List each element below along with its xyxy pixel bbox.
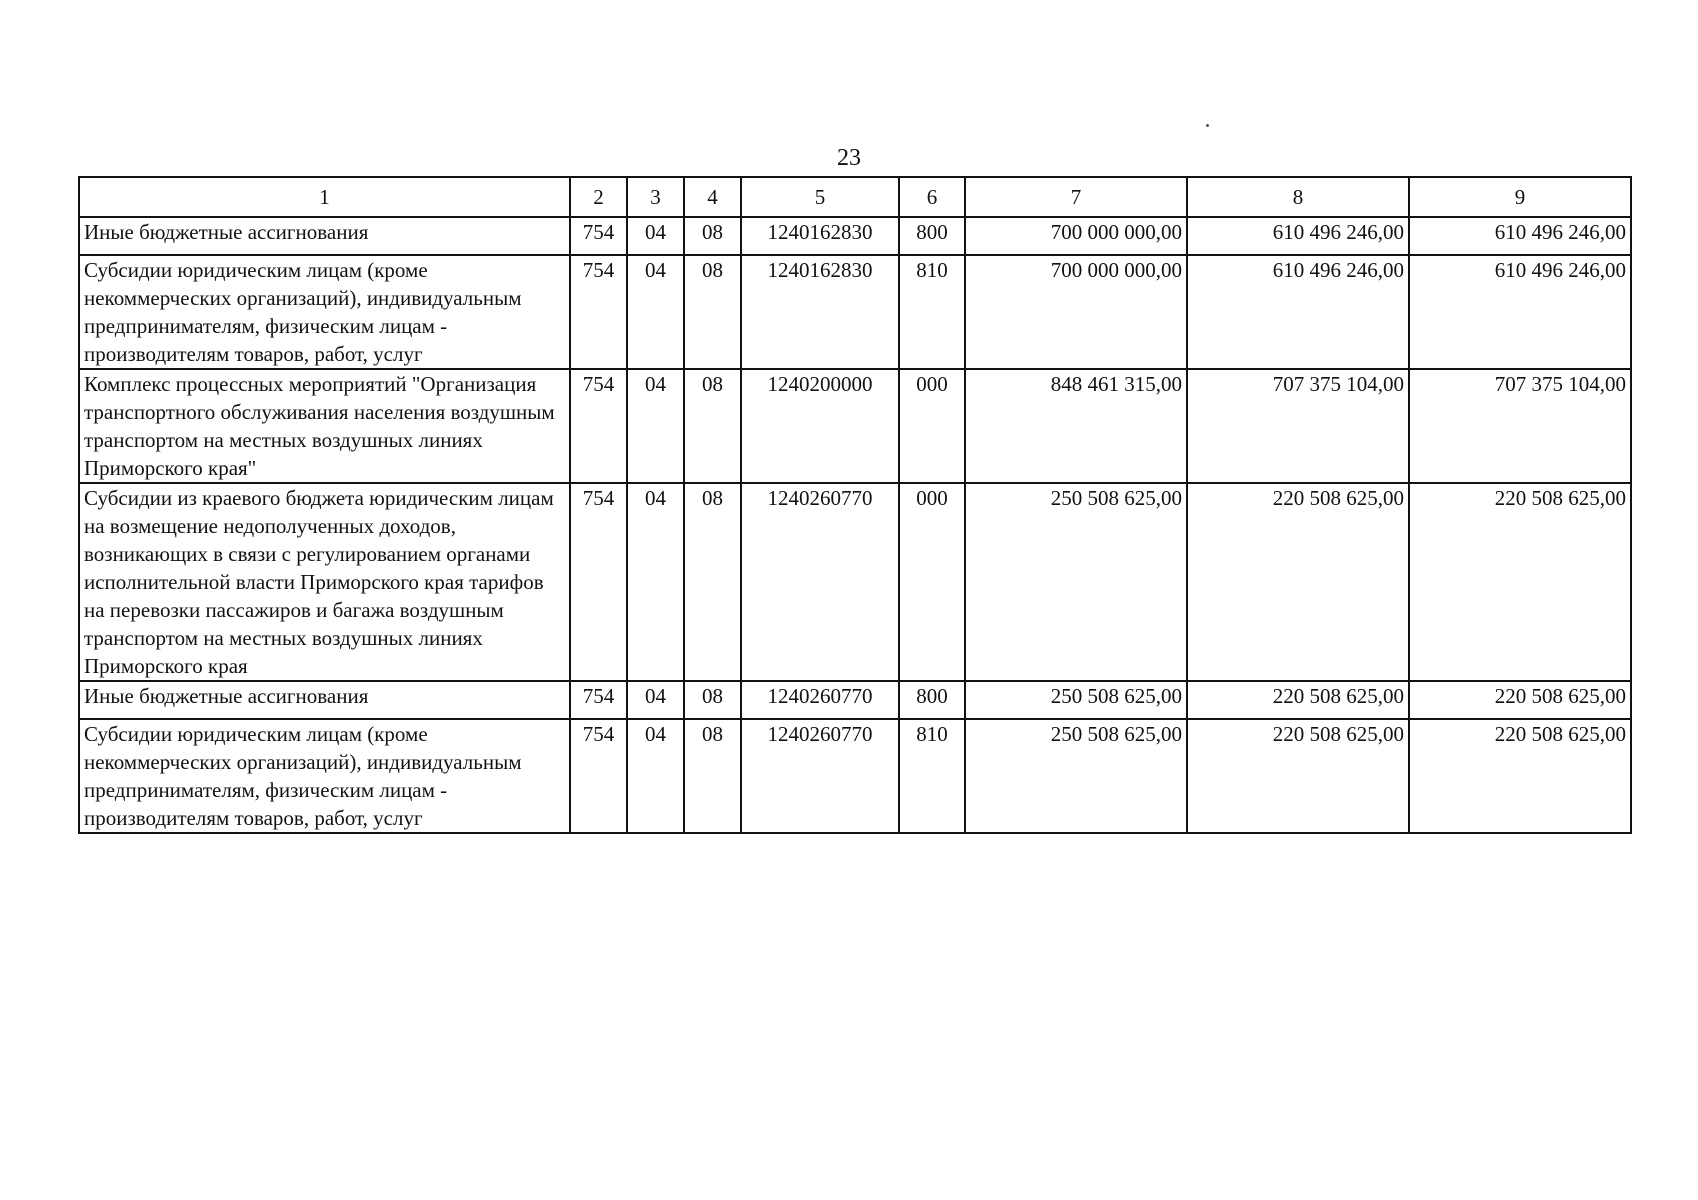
grbs-code: 754 — [570, 483, 627, 681]
subsection-code: 08 — [684, 681, 741, 719]
row-name: Иные бюджетные ассигнования — [79, 217, 570, 255]
target-article-code: 1240260770 — [741, 681, 899, 719]
target-article-code: 1240200000 — [741, 369, 899, 483]
header-col-4: 4 — [684, 177, 741, 217]
amount-col-7: 250 508 625,00 — [965, 719, 1187, 833]
section-code: 04 — [627, 369, 684, 483]
amount-col-7: 700 000 000,00 — [965, 255, 1187, 369]
section-code: 04 — [627, 681, 684, 719]
expense-type-code: 000 — [899, 369, 965, 483]
amount-col-9: 220 508 625,00 — [1409, 483, 1631, 681]
grbs-code: 754 — [570, 255, 627, 369]
amount-col-7: 250 508 625,00 — [965, 483, 1187, 681]
header-col-7: 7 — [965, 177, 1187, 217]
section-code: 04 — [627, 255, 684, 369]
row-name: Иные бюджетные ассигнования — [79, 681, 570, 719]
subsection-code: 08 — [684, 217, 741, 255]
subsection-code: 08 — [684, 255, 741, 369]
target-article-code: 1240162830 — [741, 255, 899, 369]
grbs-code: 754 — [570, 369, 627, 483]
row-name: Комплекс процессных мероприятий "Организация транспортного обслуживания населения воздушным транспортом на местных воздушных линиях Приморского края" — [79, 369, 570, 483]
budget-table — [78, 176, 1632, 834]
table-header-row — [79, 177, 1631, 217]
header-col-9: 9 — [1409, 177, 1631, 217]
header-col-2: 2 — [570, 177, 627, 217]
table-row — [79, 681, 1631, 719]
amount-col-9: 610 496 246,00 — [1409, 217, 1631, 255]
scan-artifact-dot — [1206, 124, 1209, 127]
page-number: 23 — [837, 145, 861, 171]
section-code: 04 — [627, 483, 684, 681]
expense-type-code: 000 — [899, 483, 965, 681]
amount-col-7: 848 461 315,00 — [965, 369, 1187, 483]
table-row — [79, 719, 1631, 833]
header-col-6: 6 — [899, 177, 965, 217]
amount-col-8: 610 496 246,00 — [1187, 217, 1409, 255]
grbs-code: 754 — [570, 719, 627, 833]
grbs-code: 754 — [570, 681, 627, 719]
amount-col-9: 707 375 104,00 — [1409, 369, 1631, 483]
expense-type-code: 810 — [899, 719, 965, 833]
section-code: 04 — [627, 217, 684, 255]
target-article-code: 1240260770 — [741, 483, 899, 681]
expense-type-code: 800 — [899, 681, 965, 719]
table-row — [79, 483, 1631, 681]
subsection-code: 08 — [684, 719, 741, 833]
header-col-8: 8 — [1187, 177, 1409, 217]
header-col-1: 1 — [79, 177, 570, 217]
expense-type-code: 810 — [899, 255, 965, 369]
header-col-3: 3 — [627, 177, 684, 217]
row-name: Субсидии юридическим лицам (кроме некоммерческих организаций), индивидуальным предпринимателям, физическим лицам - производителям товаров, работ, услуг — [79, 719, 570, 833]
amount-col-9: 610 496 246,00 — [1409, 255, 1631, 369]
target-article-code: 1240260770 — [741, 719, 899, 833]
amount-col-7: 700 000 000,00 — [965, 217, 1187, 255]
amount-col-7: 250 508 625,00 — [965, 681, 1187, 719]
table-row — [79, 369, 1631, 483]
section-code: 04 — [627, 719, 684, 833]
amount-col-8: 610 496 246,00 — [1187, 255, 1409, 369]
amount-col-9: 220 508 625,00 — [1409, 719, 1631, 833]
amount-col-8: 220 508 625,00 — [1187, 719, 1409, 833]
expense-type-code: 800 — [899, 217, 965, 255]
row-name: Субсидии юридическим лицам (кроме некоммерческих организаций), индивидуальным предпринимателям, физическим лицам - производителям товаров, работ, услуг — [79, 255, 570, 369]
grbs-code: 754 — [570, 217, 627, 255]
subsection-code: 08 — [684, 369, 741, 483]
row-name: Субсидии из краевого бюджета юридическим лицам на возмещение недополученных доходов, возникающих в связи с регулированием органами исполнительной власти Приморского края тарифов на перевозки пассажиров и багажа воздушным транспортом на местных воздушных линиях Приморского края — [79, 483, 570, 681]
subsection-code: 08 — [684, 483, 741, 681]
target-article-code: 1240162830 — [741, 217, 899, 255]
header-col-5: 5 — [741, 177, 899, 217]
amount-col-8: 220 508 625,00 — [1187, 681, 1409, 719]
amount-col-8: 220 508 625,00 — [1187, 483, 1409, 681]
table-row — [79, 217, 1631, 255]
table-row — [79, 255, 1631, 369]
amount-col-9: 220 508 625,00 — [1409, 681, 1631, 719]
amount-col-8: 707 375 104,00 — [1187, 369, 1409, 483]
